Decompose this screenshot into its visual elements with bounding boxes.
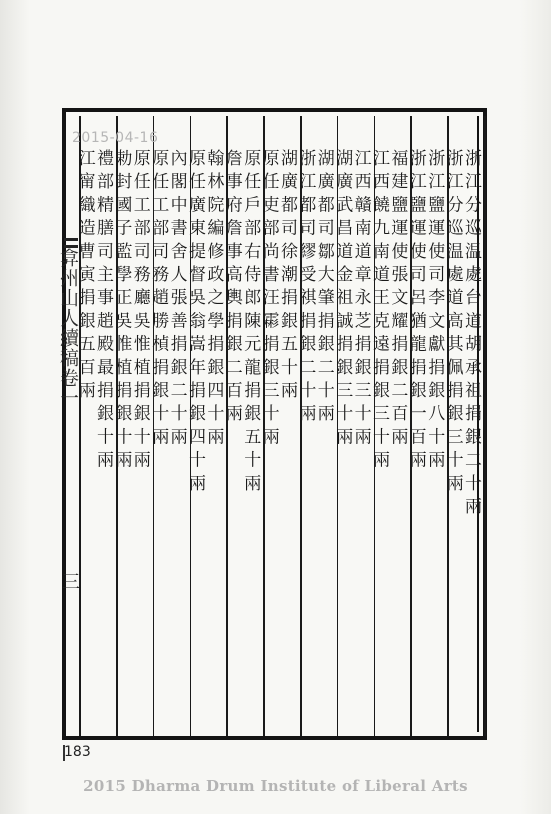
text-column: 原任戶部右侍郎陳元龍捐銀五十兩	[240, 149, 261, 497]
text-column: 湖廣都司徐潮捐銀五十兩	[277, 149, 297, 405]
text-column: 江西贛南道章永芝捐銀三十兩	[350, 149, 371, 451]
text-column: 福建鹽運使張文耀捐銀二百兩	[387, 149, 408, 451]
printed-text-block	[57, 108, 487, 740]
scan-date-stamp: 2015-04-16	[72, 130, 159, 146]
text-column: 原任廣東提督吳翁嵩年捐銀四十兩	[185, 149, 205, 497]
footer-credit: 2015 Dharma Drum Institute of Liberal Arts	[83, 777, 468, 795]
text-column: 翰林院編修政之學捐銀四十兩	[203, 149, 224, 451]
text-column: 詹事府詹事高輿捐銀二百兩	[221, 149, 242, 428]
text-column: 湖廣都司鄒大肇捐銀二十兩	[313, 149, 334, 428]
text-column: 原任吏部尚書汪霦捐銀三十兩	[258, 149, 279, 451]
text-column: 內閣中書舍人張善捐銀二十兩	[166, 149, 187, 451]
text-column: 浙江鹽運使司李文獻捐銀八十兩	[424, 149, 445, 474]
text-column: 湖廣武昌道金祖誠捐銀三十兩	[332, 149, 353, 451]
page-number: 183	[64, 744, 91, 760]
text-column: 勅封國子監學正吳惟植捐銀十兩	[111, 149, 132, 474]
text-column: 浙江都司繆受祺捐銀二十兩	[295, 149, 316, 428]
margin-leaf-number: 三	[59, 572, 80, 590]
text-column: 禮部精膳司主事趙殿最捐銀十兩	[93, 149, 113, 474]
text-column: 浙江分巡温處道高其佩捐銀三十兩	[442, 149, 463, 497]
column-rule	[484, 116, 486, 736]
text-column: 原任工部司務趙勝楨捐銀十兩	[148, 149, 169, 451]
margin-title: 弇州山人續稿卷一	[57, 248, 79, 408]
text-column: 江甯織造曹寅捐銀五百兩	[74, 149, 95, 405]
text-column: 原任工部司務廳吳惟植捐銀十兩	[129, 149, 150, 474]
text-column: 江西饒九南道王克遠捐銀三十兩	[369, 149, 389, 474]
text-column: 浙江鹽運使司呂猶龍捐銀一百兩	[405, 149, 426, 474]
text-column: 浙江分巡温處台道胡承祖捐銀二十兩	[461, 149, 481, 521]
fish-tail-mark	[64, 238, 78, 248]
